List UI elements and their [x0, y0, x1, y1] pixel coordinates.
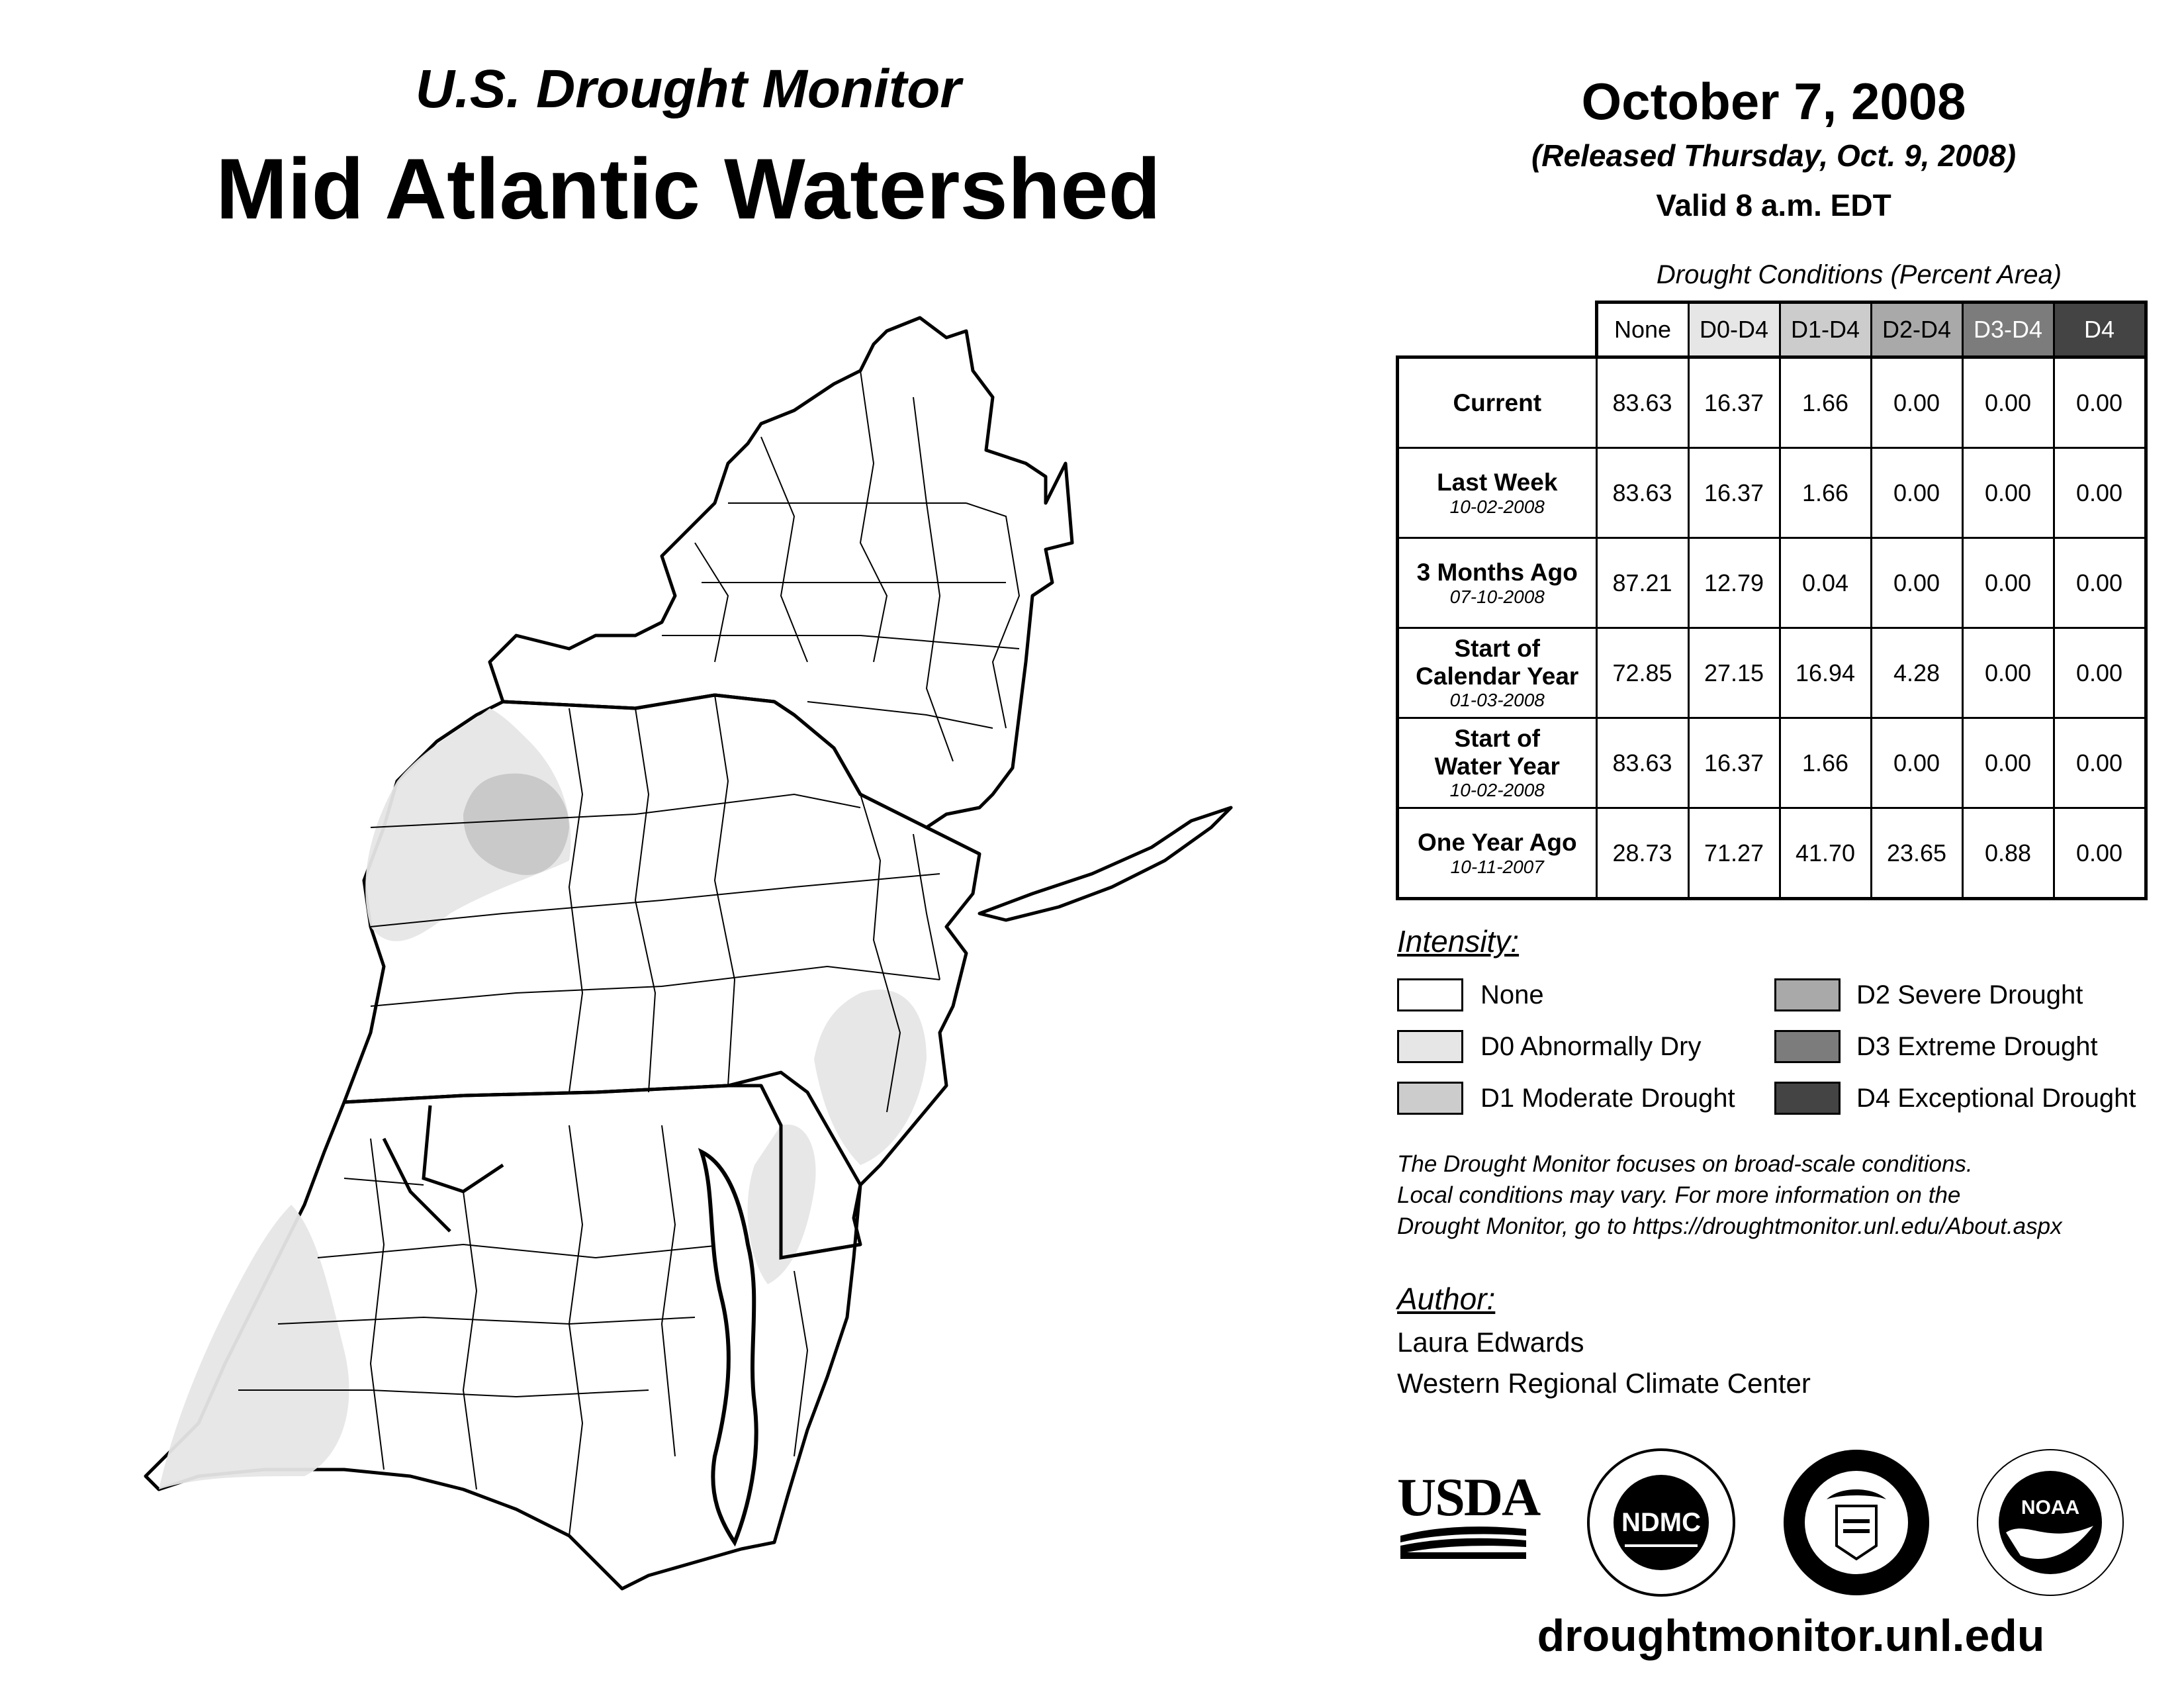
table-cell: 16.37 [1688, 357, 1780, 448]
legend-swatch-d1 [1397, 1082, 1463, 1115]
footer-url[interactable]: droughtmonitor.unl.edu [1537, 1611, 2045, 1661]
drought-conditions-table [1396, 301, 2148, 900]
table-cell: 1.66 [1780, 448, 1871, 538]
commerce-logo [1780, 1446, 1933, 1599]
legend-label-none: None [1480, 980, 1544, 1009]
legend-swatch-d3 [1774, 1030, 1841, 1063]
table-row [1398, 448, 2146, 538]
table-cell: 0.00 [1962, 448, 2054, 538]
table-cell: 0.00 [1962, 628, 2054, 718]
table-cell: 23.65 [1871, 808, 1962, 899]
table-cell: 0.00 [2054, 628, 2146, 718]
row-label [1398, 538, 1597, 628]
legend-heading: Intensity: [1397, 924, 1520, 959]
table-cell: 1.66 [1780, 357, 1871, 448]
row-label-line1: Start of [1454, 635, 1540, 663]
valid-time: Valid 8 a.m. EDT [1656, 188, 1891, 222]
row-label-line2: Calendar Year [1416, 662, 1579, 690]
legend-label-d0: D0 Abnormally Dry [1480, 1032, 1702, 1061]
usda-logo-text: USDA [1397, 1467, 1540, 1527]
legend-swatch-d4 [1774, 1082, 1841, 1115]
table-cell: 0.00 [1962, 718, 2054, 808]
col-header-d0-d4: D0-D4 [1688, 303, 1780, 357]
row-label [1398, 808, 1597, 899]
author-organization: Western Regional Climate Center [1397, 1368, 1811, 1399]
disclaimer-note [1397, 1149, 2062, 1242]
table-cell: 0.00 [2054, 357, 2146, 448]
commerce-seal [1780, 1446, 1933, 1599]
author-name: Laura Edwards [1397, 1327, 1584, 1358]
note-line-3: Drought Monitor, go to https://droughtmonitor.unl.edu/About.aspx [1397, 1213, 2062, 1239]
noaa-seal [1974, 1446, 2126, 1599]
map-subtitle: U.S. Drought Monitor [415, 59, 962, 119]
table-caption: Drought Conditions (Percent Area) [1656, 260, 2062, 289]
release-date: (Released Thursday, Oct. 9, 2008) [1531, 138, 2017, 173]
usda-logo-field [1397, 1466, 1529, 1559]
table-cell: 71.27 [1688, 808, 1780, 899]
row-label-text: Last Week [1437, 469, 1558, 496]
table-cell: 27.15 [1688, 628, 1780, 718]
table-cell: 0.00 [2054, 448, 2146, 538]
table-cell: 83.63 [1596, 357, 1688, 448]
table-cell: 0.00 [1871, 718, 1962, 808]
table-cell: 0.00 [1871, 448, 1962, 538]
legend-swatch-none [1397, 978, 1463, 1011]
table-row [1398, 628, 2146, 718]
svg-text:NDMC: NDMC [1621, 1508, 1701, 1537]
table-cell: 72.85 [1596, 628, 1688, 718]
ndmc-logo [1585, 1446, 1737, 1599]
row-date: 07-10-2008 [1449, 586, 1545, 607]
map-date: October 7, 2008 [1581, 72, 1966, 130]
col-header-d4: D4 [2054, 303, 2146, 357]
table-header-row [1398, 303, 2146, 357]
table-row [1398, 808, 2146, 899]
ndmc-seal [1585, 1446, 1737, 1599]
table-cell: 0.00 [2054, 808, 2146, 899]
row-label [1398, 448, 1597, 538]
legend-swatch-d2 [1774, 978, 1841, 1011]
row-date: 01-03-2008 [1449, 690, 1545, 711]
noaa-logo [1974, 1446, 2126, 1599]
table-cell: 83.63 [1596, 718, 1688, 808]
legend-label-d4: D4 Exceptional Drought [1856, 1084, 2136, 1113]
table-cell: 0.00 [1871, 538, 1962, 628]
row-label-text: 3 Months Ago [1416, 559, 1578, 586]
table-cell: 16.94 [1780, 628, 1871, 718]
table-cell: 16.37 [1688, 718, 1780, 808]
col-header-d3-d4: D3-D4 [1962, 303, 2054, 357]
table-corner [1398, 303, 1597, 357]
row-date: 10-11-2007 [1450, 856, 1544, 877]
row-label [1398, 628, 1597, 718]
legend-label-d1: D1 Moderate Drought [1480, 1084, 1735, 1113]
table-cell: 16.37 [1688, 448, 1780, 538]
usda-logo [1397, 1466, 1540, 1559]
row-label-line1: Start of [1454, 725, 1540, 753]
table-cell: 83.63 [1596, 448, 1688, 538]
row-label [1398, 357, 1597, 448]
map-title: Mid Atlantic Watershed [216, 140, 1161, 237]
table-row [1398, 718, 2146, 808]
table-cell: 1.66 [1780, 718, 1871, 808]
table-cell: 87.21 [1596, 538, 1688, 628]
table-cell: 4.28 [1871, 628, 1962, 718]
table-cell: 0.00 [1962, 357, 2054, 448]
row-date: 10-02-2008 [1449, 496, 1545, 517]
table-cell: 0.00 [2054, 718, 2146, 808]
legend-label-d3: D3 Extreme Drought [1856, 1032, 2098, 1061]
table-row [1398, 538, 2146, 628]
row-label-text: One Year Ago [1417, 829, 1577, 857]
legend-label-d2: D2 Severe Drought [1856, 980, 2083, 1009]
row-date: 10-02-2008 [1449, 780, 1545, 801]
table-row [1398, 357, 2146, 448]
note-line-2: Local conditions may vary. For more information on the [1397, 1182, 1961, 1208]
table-cell: 0.00 [1962, 538, 2054, 628]
table-cell: 0.88 [1962, 808, 2054, 899]
col-header-d1-d4: D1-D4 [1780, 303, 1871, 357]
table-cell: 41.70 [1780, 808, 1871, 899]
author-heading: Author: [1397, 1282, 1496, 1316]
table-cell: 28.73 [1596, 808, 1688, 899]
col-header-d2-d4: D2-D4 [1871, 303, 1962, 357]
col-header-none: None [1596, 303, 1688, 357]
table-cell: 0.00 [2054, 538, 2146, 628]
row-label-text: Current [1453, 389, 1542, 416]
table-cell: 0.04 [1780, 538, 1871, 628]
note-line-1: The Drought Monitor focuses on broad-scale conditions. [1397, 1151, 1973, 1177]
svg-text:NOAA: NOAA [2021, 1497, 2080, 1519]
legend-swatch-d0 [1397, 1030, 1463, 1063]
table-cell: 12.79 [1688, 538, 1780, 628]
row-label-line2: Water Year [1434, 752, 1560, 780]
table-cell: 0.00 [1871, 357, 1962, 448]
row-label [1398, 718, 1597, 808]
